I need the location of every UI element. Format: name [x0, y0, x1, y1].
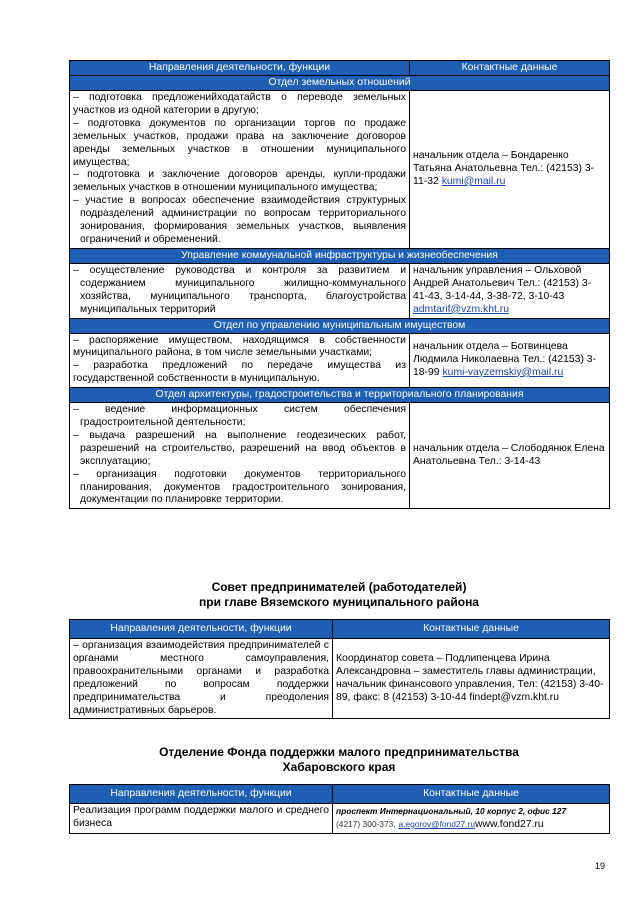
contact-cell: [410, 403, 610, 509]
section-title: Отдел архитектуры, градостроительства и территориального планирования: [70, 388, 610, 403]
functions-cell: [70, 91, 410, 249]
header-contacts: Контактные данные: [410, 61, 610, 76]
function-item: – подготовка и заключение договоров аренды, купли-продажи земельных участков в отношении муниципального имущества;: [73, 169, 406, 194]
section-row: [70, 388, 610, 403]
table-header-row: [70, 61, 610, 76]
header-contacts: Контактные данные: [333, 785, 610, 804]
contact-cell: [410, 91, 610, 249]
fund-email-link[interactable]: a.egorov@fond27.ru: [398, 818, 475, 829]
function-item: – разработка предложений по передаче имущества из государственной собственности в муниципальную.: [73, 360, 406, 385]
section-row: [70, 248, 610, 263]
contact-text: начальник отдела – Ботвинцева Людмила Николаевна Тел.: (42153) 3-18-99: [413, 340, 597, 378]
contact-text: начальник отдела – Бондаренко Татьяна Анатольевна Тел.: (42153) 3-11-32: [413, 150, 595, 187]
section-row: [70, 76, 610, 91]
functions-cell: [70, 403, 410, 509]
fund-table: [69, 784, 610, 834]
header-functions: Направления деятельности, функции: [70, 61, 410, 76]
section-content-row: [70, 91, 610, 249]
contact-text: начальник управления – Ольховой Андрей Анатольевич Тел.: (42153) 3-41-43, 3-14-44, 3-38-72, 3-10-43: [413, 264, 592, 302]
function-item: – выдача разрешений на выполнение геодезических работ, разрешений на строительство, разрешений на ввод объектов в эксплуатацию;: [73, 429, 406, 467]
council-title-line1: Совет предпринимателей (работодателей): [211, 580, 467, 594]
function-item: Реализация программ поддержки малого и среднего бизнеса: [73, 805, 329, 829]
contact-text: начальник отдела – Слободянюк Елена Анатольевна Тел.: 3-14-43: [413, 442, 605, 467]
fund-site[interactable]: www.fond27.ru: [474, 818, 544, 830]
contact-cell: [333, 639, 610, 719]
function-item: – подготовка предложенийходатайств о переводе земельных участков из одной категории в другую;: [73, 92, 406, 116]
section-content-row: [70, 333, 610, 388]
council-title-line2: при главе Вяземского муниципального района: [199, 595, 479, 609]
contact-cell: [333, 804, 610, 834]
section-title: Отдел по управлению муниципальным имуществом: [70, 318, 610, 333]
function-item: – осуществление руководства и контроля за развитием и содержанием муниципального жилищно-коммунального хозяйства, муниципального транспорта, благоустройства муниципальных территорий: [73, 264, 406, 315]
header-contacts: Контактные данные: [333, 620, 610, 639]
email-link[interactable]: admtarif@vzm.kht.ru: [413, 303, 510, 315]
fund-title: [69, 745, 609, 775]
departments-table: [69, 60, 610, 509]
table-header-row: [70, 785, 610, 804]
contact-cell: [410, 263, 610, 318]
email-link[interactable]: kumi-vayzemskiy@mail.ru: [442, 366, 564, 378]
fund-title-line2: Хабаровского края: [282, 760, 396, 774]
page-number: 19: [594, 861, 605, 871]
fund-address: проспект Интернациональный, 10 корпус 2, офис 127: [336, 806, 567, 816]
function-item: – организация подготовки документов территориального планирования, документов градостроительного зонирования, документации по планировке территории.: [73, 468, 406, 506]
section-title: Управление коммунальной инфраструктуры и жизнеобеспечения: [70, 248, 610, 263]
council-title: [69, 580, 609, 610]
functions-cell: [70, 804, 333, 834]
email-link[interactable]: kumi@mail.ru: [441, 175, 506, 187]
section-title: Отдел земельных отношений: [70, 76, 610, 91]
section-content-row: [70, 403, 610, 509]
section-row: [70, 318, 610, 333]
fund-title-line1: Отделение Фонда поддержки малого предпринимательства: [159, 745, 519, 759]
contact-cell: [410, 333, 610, 388]
contact-text: Координатор совета – Подлипенцева Ирина Александровна – заместитель главы администрации, начальник финансового управления, Тел: (42153) 3-40-89, факс: 8 (42153) 3-10-44 findept@vzm.kht.ru: [336, 652, 604, 703]
fund-content-row: [70, 804, 610, 834]
table-header-row: [70, 620, 610, 639]
functions-cell: [70, 333, 410, 388]
header-functions: Направления деятельности, функции: [70, 785, 333, 804]
functions-cell: [70, 263, 410, 318]
fund-phone: (4217) 300-373,: [336, 818, 396, 829]
function-item: – ведение информационных систем обеспечения градостроительной деятельности;: [73, 404, 406, 429]
council-content-row: [70, 639, 610, 719]
function-item: – распоряжение имуществом, находящимся в собственности муниципального района, в том числе земельными участками;: [73, 334, 406, 359]
section-content-row: [70, 263, 610, 318]
function-item: – организация взаимодействия предпринимателей с органами местного самоуправления, правоохранительными органами и разработка предложений по вопросам поддержки предпринимательства и преодоления административных барьеров.: [73, 640, 329, 716]
function-item: – подготовка документов по организации торгов по продаже земельных участков, продажи права на заключение договоров аренды земельных участков в отношении муниципального имущества;: [73, 117, 406, 168]
council-table: [69, 619, 610, 719]
function-item: – участие в вопросах обеспечение взаимодействия структурных подразделений администрации по вопросам территориального зонирования, формирования земельных участков, выявления ограничений и обременений.: [73, 195, 406, 245]
header-functions: Направления деятельности, функции: [70, 620, 333, 639]
functions-cell: [70, 639, 333, 719]
